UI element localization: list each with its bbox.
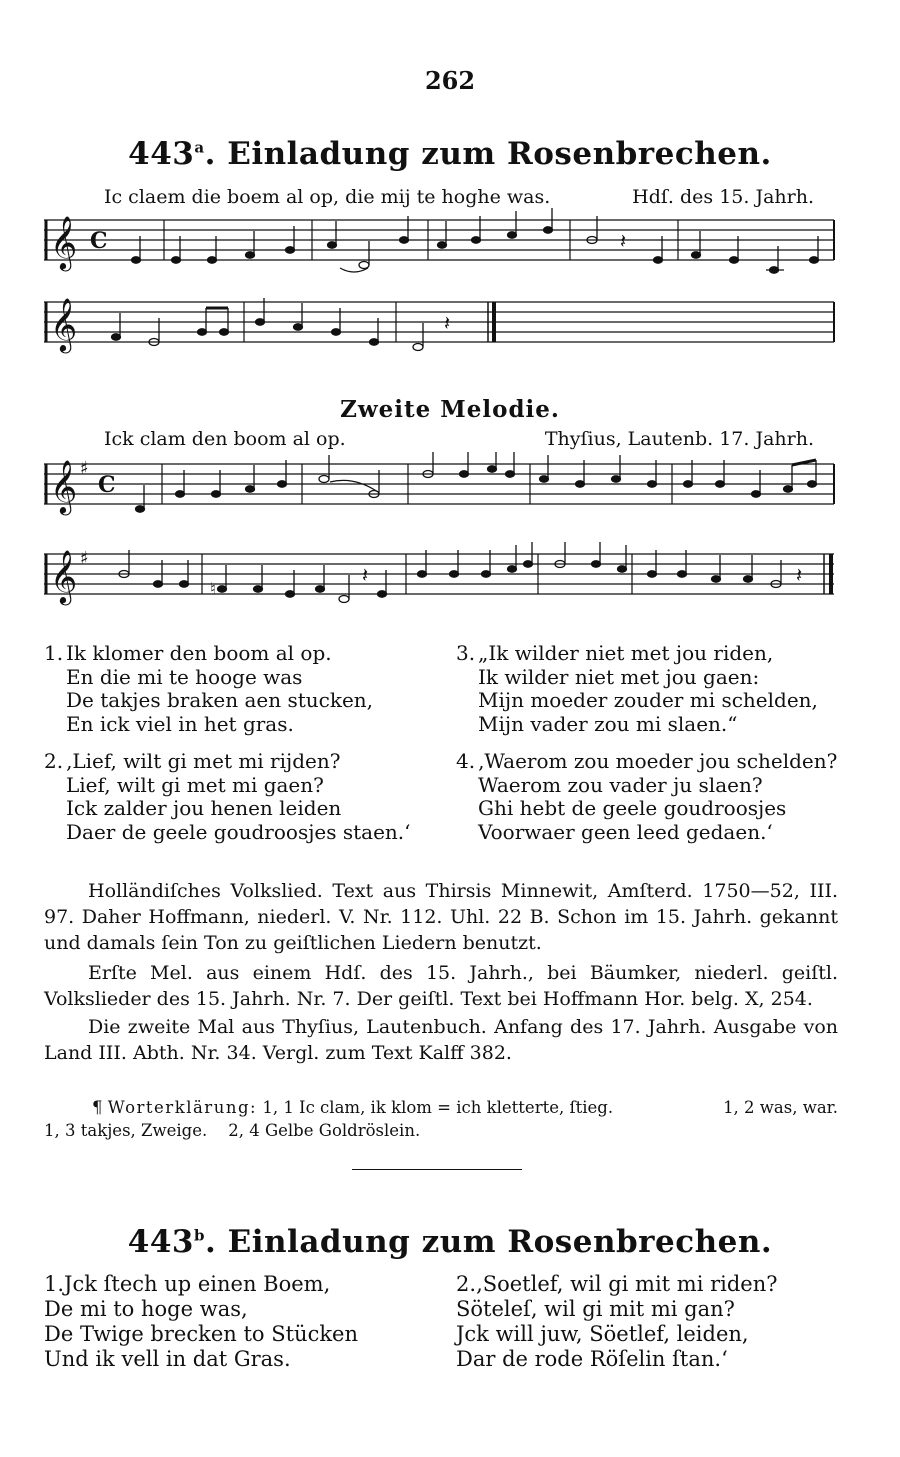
melody1-source: Hdſ. des 15. Jahrh.	[632, 186, 814, 208]
verse-line: En die mi te hooge was	[66, 664, 303, 689]
song-b-suffix: b	[194, 1226, 205, 1245]
note-paragraph-2: Erſte Mel. aus einem Hdſ. des 15. Jahrh., bei Bäumker, niederl. geiſtl. Volkslieder des 15. Jahrh. Nr. 7. Der geiſtl. Text bei Hoffmann Hor. belg. X, 254.	[44, 962, 838, 1010]
verse-line: De mi to hoge was,	[44, 1297, 248, 1321]
verse-number: 2.	[456, 1272, 477, 1296]
footnote-entry: 1, 3 takjes, Zweige.	[44, 1121, 208, 1140]
verse-number: 1.	[44, 641, 64, 665]
song-a-number: 443	[128, 136, 195, 172]
verse-line: Mijn moeder zouder mi schelden,	[478, 688, 818, 712]
melody2-heading: Zweite Melodie.	[340, 396, 560, 423]
verse-line: Jck will juw, Söetlef, leiden,	[456, 1322, 749, 1346]
verse-1	[44, 642, 373, 736]
song-a-heading: 443$^a$. Einladung zum Rosenbrechen.	[128, 136, 772, 172]
verse-line: ‚Lief, wilt gi met mi rijden?	[66, 749, 341, 773]
verse-number: 2.	[44, 749, 64, 773]
melody2-staff-2	[44, 542, 844, 612]
verse-2	[44, 750, 411, 844]
verse-line: Ik wilder niet met jou gaen:	[478, 664, 760, 689]
sharp-icon: ♯	[80, 458, 89, 479]
verse-number: 1.	[44, 1272, 65, 1296]
verse-line: Söteleſ, wil gi mit mi gan?	[456, 1297, 735, 1321]
rest-icon: 𝄽	[620, 229, 627, 253]
melody1-staff-2	[44, 290, 844, 360]
common-time-icon: C	[98, 472, 116, 498]
verse-line: „Ik wilder niet met jou riden,	[478, 641, 774, 665]
note-paragraph-3: Die zweite Mal aus Thyſius, Lautenbuch. Anfang des 17. Jahrh. Ausgabe von Land III. Abth. Nr. 34. Vergl. zum Text Kalff 382.	[44, 1016, 838, 1064]
verse-line: Waerom zou vader ju slaen?	[478, 772, 763, 797]
natural-icon: ♮	[210, 579, 216, 598]
rest-icon: 𝄽	[362, 563, 369, 587]
verse-line: De takjes braken aen stucken,	[66, 688, 374, 712]
verse-line: Lief, wilt gi met mi gaen?	[66, 772, 324, 797]
verse-line: Ik klomer den boom al op.	[66, 641, 332, 665]
verse-line: Jck ſtech up einen Boem,	[64, 1272, 331, 1296]
verse-line: Daer de geele goudroosjes staen.‘	[66, 819, 411, 844]
footnote-entry: 2, 4 Gelbe Goldröslein.	[228, 1121, 421, 1140]
word-explanation	[92, 1096, 838, 1119]
verse-line: De Twige brecken to Stücken	[44, 1322, 359, 1346]
verse-line: ‚Soetlef, wil gi mit mi riden?	[476, 1272, 778, 1296]
verse-line: Dar de rode Röſelin ſtan.‘	[456, 1347, 728, 1371]
verse-line: ‚Waerom zou moeder jou schelden?	[478, 749, 838, 773]
melody2-incipit: Ick clam den boom al op.	[104, 428, 346, 450]
song-b-verse-2	[456, 1272, 778, 1372]
verse-line: Ick zalder jou henen leiden	[66, 796, 342, 820]
verse-line: Und ik vell in dat Gras.	[44, 1347, 291, 1371]
footnote-entry: 1, 2 was, war.	[723, 1098, 838, 1117]
sharp-icon: ♯	[80, 548, 89, 569]
verse-number: 4.	[456, 749, 476, 773]
treble-clef-icon: 𝄞	[50, 215, 78, 269]
melody2-source: Thyſius, Lautenb. 17. Jahrh.	[544, 428, 814, 450]
pilcrow-icon: ¶	[92, 1098, 108, 1117]
verse-4	[456, 750, 837, 844]
song-b-verse-1	[44, 1272, 358, 1372]
footnote-entry: 1, 1 Ic clam, ik klom = ich kletterte, ſtieg.	[262, 1098, 614, 1117]
melody1-staff-1	[44, 208, 844, 278]
section-divider	[352, 1169, 522, 1170]
common-time-icon: C	[90, 228, 108, 254]
song-a-title: Einladung zum Rosenbrechen.	[227, 136, 772, 172]
word-explanation-cont	[44, 1119, 838, 1142]
song-b-title: Einladung zum Rosenbrechen.	[227, 1224, 773, 1260]
treble-clef-icon: 𝄞	[50, 459, 78, 513]
treble-clef-icon: 𝄞	[50, 549, 78, 603]
note-paragraph-1: Holländiſches Volkslied. Text aus Thirsis Minnewit, Amſterd. 1750—52, III. 97. Daher Hoffmann, niederl. V. Nr. 112. Uhl. 22 B. Schon im 15. Jahrh. gekannt und damals ſein Ton zu geiſtlichen Liedern benutzt.	[44, 880, 838, 954]
verse-line: Mijn vader zou mi slaen.“	[478, 711, 738, 736]
page-number: 262	[424, 66, 476, 95]
melody1-incipit: Ic claem die boem al op, die mij te hoghe was.	[104, 186, 551, 208]
footnote-label: Worterklärung:	[107, 1098, 258, 1117]
song-a-suffix: a	[194, 138, 205, 157]
song-b-heading: 443$^b$. Einladung zum Rosenbrechen.	[127, 1224, 773, 1260]
verse-3	[456, 642, 818, 736]
verse-line: Ghi hebt de geele goudroosjes	[478, 796, 787, 820]
melody2-staff-1	[44, 452, 844, 522]
rest-icon: 𝄽	[444, 311, 451, 335]
rest-icon: 𝄽	[796, 563, 803, 587]
verse-line: Voorwaer geen leed gedaen.‘	[478, 819, 773, 844]
treble-clef-icon: 𝄞	[50, 297, 78, 351]
verse-line: En ick viel in het gras.	[66, 711, 294, 736]
verse-number: 3.	[456, 641, 476, 665]
song-b-number: 443	[127, 1224, 194, 1260]
